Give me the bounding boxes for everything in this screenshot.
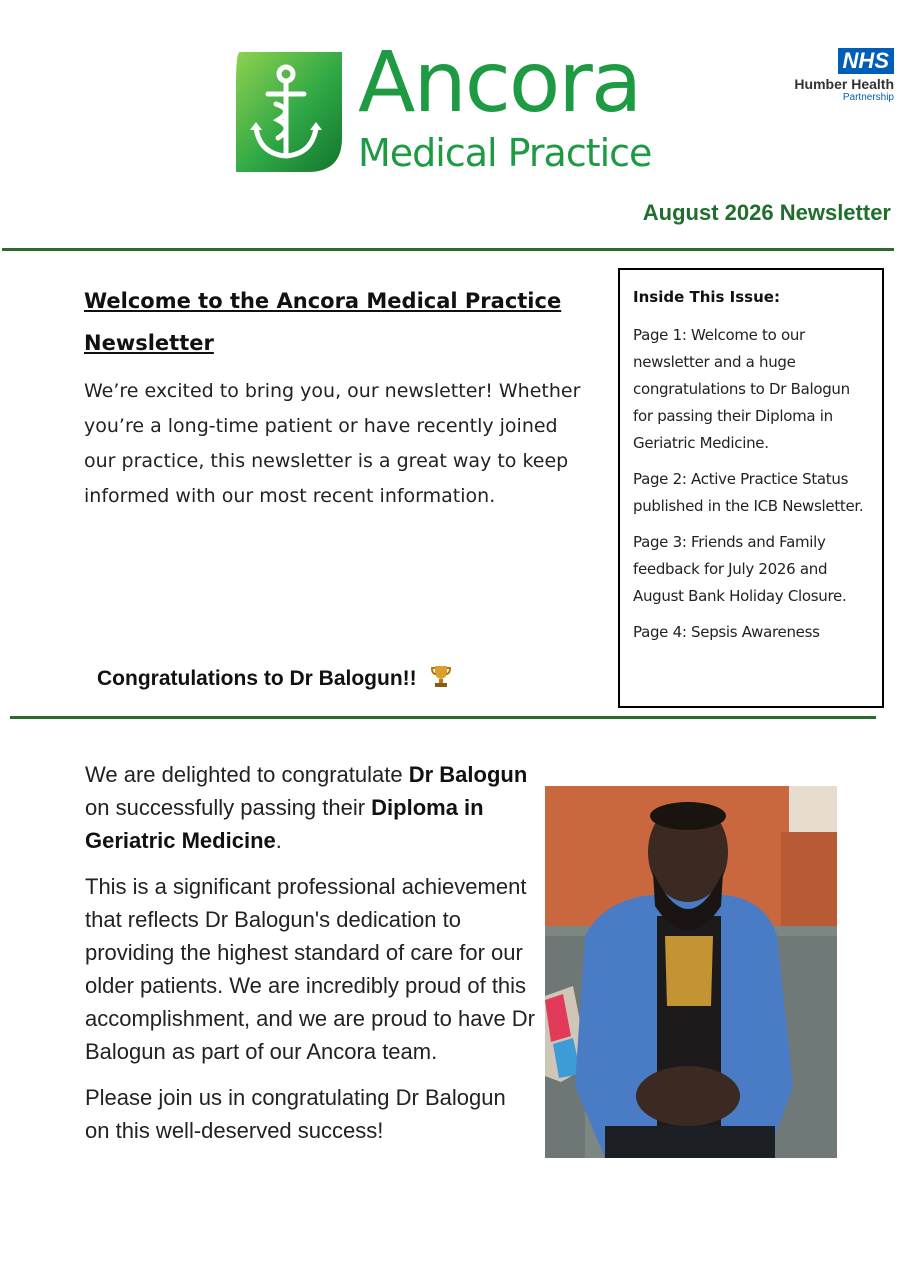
anchor-logo-icon <box>230 48 346 176</box>
nhs-badge: NHS <box>838 48 894 74</box>
logo-wordmark: Ancora <box>358 33 641 131</box>
article-text: on successfully passing their <box>85 795 372 820</box>
issue-item-page-4: Page 4: Sepsis Awareness <box>633 623 820 641</box>
nhs-logo <box>774 48 894 103</box>
article-paragraph-3: Please join us in congratulating Dr Balogun on this well-deserved success! <box>85 1085 506 1143</box>
doctor-photo <box>545 786 837 1158</box>
practice-logo <box>230 33 660 182</box>
congratulations-article <box>85 758 535 1160</box>
article-paragraph-2: This is a significant professional achievement that reflects Dr Balogun's dedication to providing the highest standard of care for our older patients. We are incredibly proud of this accomplishment, and we are proud to have Dr Balogun as part of our Ancora team. <box>85 874 536 1064</box>
trophy-icon <box>430 664 452 688</box>
top-divider <box>2 248 894 251</box>
logo-subtitle: Medical Practice <box>358 131 652 175</box>
welcome-heading: Welcome to the Ancora Medical Practice Newsletter <box>84 289 562 355</box>
doctor-name: Dr Balogun <box>408 762 528 787</box>
section-divider <box>10 716 876 719</box>
issue-item-page-3: Page 3: Friends and Family feedback for July 2026 and August Bank Holiday Closure. <box>633 533 847 605</box>
welcome-paragraph: We’re excited to bring you, our newsletter! Whether you’re a long-time patient or have recently joined our practice, this newsletter is a great way to keep informed with our most recent information. <box>84 380 581 507</box>
inside-this-issue-title: Inside This Issue: <box>633 288 780 306</box>
article-text: We are delighted to congratulate <box>85 762 409 787</box>
doctor-portrait-image <box>545 786 837 1158</box>
article-paragraph-1 <box>85 758 535 857</box>
inside-this-issue-box <box>618 268 884 708</box>
nhs-org-name: Humber Health <box>794 76 894 92</box>
nhs-org-subtitle: Partnership <box>842 92 894 103</box>
issue-item-page-2: Page 2: Active Practice Status published in the ICB Newsletter. <box>633 470 864 515</box>
newsletter-issue-title: August 2026 Newsletter <box>642 200 891 225</box>
diploma-name: Diploma in Geriatric Medicine <box>85 795 484 853</box>
congratulations-heading-text: Congratulations to Dr Balogun!! <box>97 667 417 690</box>
congratulations-heading <box>97 664 452 691</box>
article-text: . <box>275 828 282 853</box>
issue-item-page-1: Page 1: Welcome to our newsletter and a huge congratulations to Dr Balogun for passing their Diploma in Geriatric Medicine. <box>633 326 850 452</box>
